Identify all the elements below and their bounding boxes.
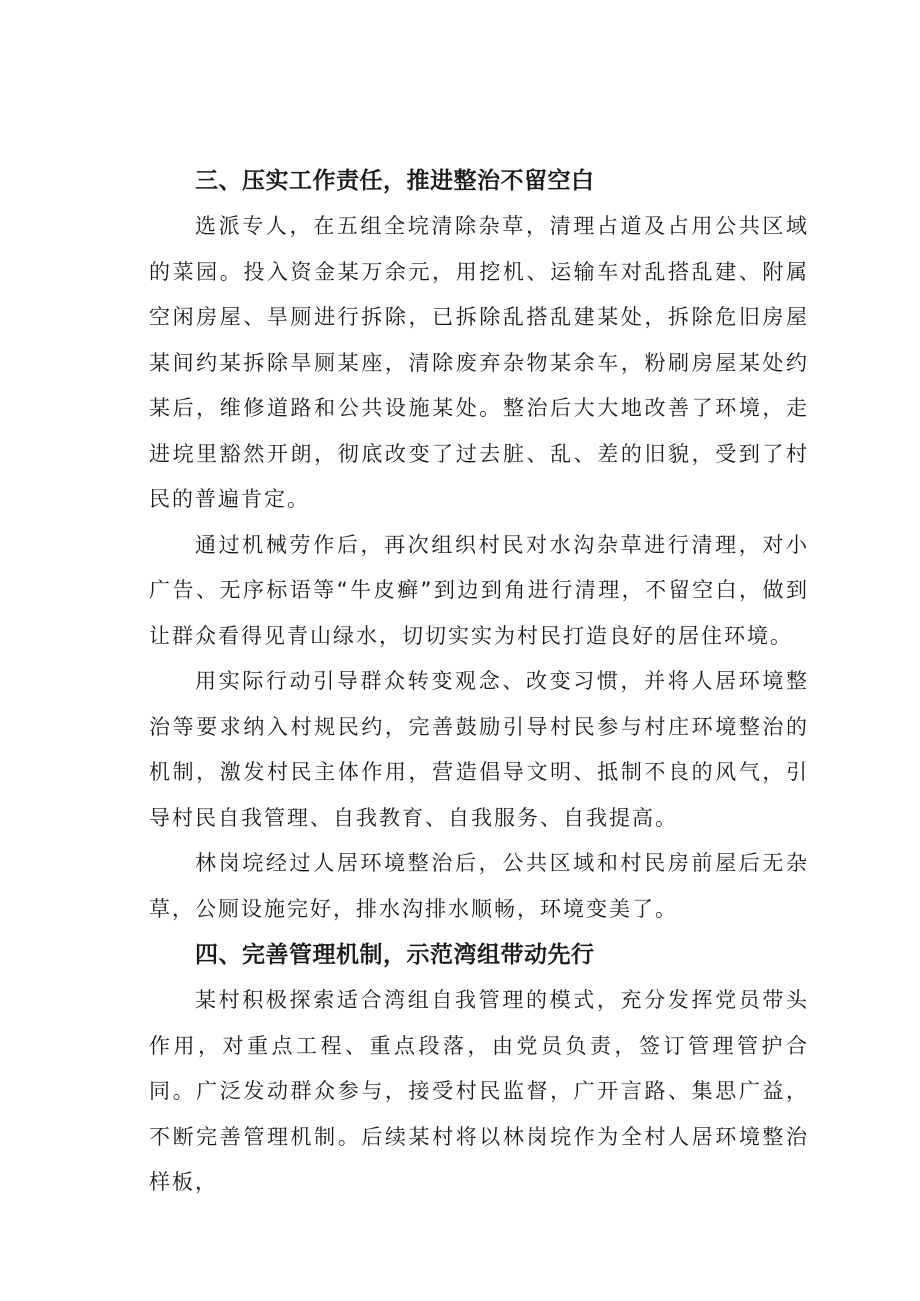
section-4-paragraph-1: 某村积极探索适合湾组自我管理的模式，充分发挥党员带头作用，对重点工程、重点段落，由党员负责，签订管理管护合同。广泛发动群众参与，接受村民监督，广开言路、集思广益，不断完善管理机制。后续某村将以林岗垸作为全村人居环境整治样板， [149,988,809,1194]
document-body [149,158,809,1206]
section-3-paragraph-2: 通过机械劳作后，再次组织村民对水沟杂草进行清理，对小广告、无序标语等“牛皮癣”到边到角进行清理，不留空白，做到让群众看得见青山绿水，切切实实为村民打造良好的居住环境。 [149,532,809,648]
section-3-paragraph-3: 用实际行动引导群众转变观念、改变习惯，并将人居环境整治等要求纳入村规民约，完善鼓励引导村民参与村庄环境整治的机制，激发村民主体作用，营造倡导文明、抵制不良的风气，引导村民自我管理、自我教育、自我服务、自我提高。 [149,669,809,830]
section-3-heading: 三、压实工作责任，推进整治不留空白 [195,168,595,194]
section-3-paragraph-1: 选派专人，在五组全垸清除杂草，清理占道及占用公共区域的菜园。投入资金某万余元，用挖机、运输车对乱搭乱建、附属空闲房屋、旱厕进行拆除，已拆除乱搭乱建某处，拆除危旧房屋某间约某拆除旱厕某座，清除废弃杂物某余车，粉刷房屋某处约某后，维修道路和公共设施某处。整治后大大地改善了环境，走进垸里豁然开朗，彻底改变了过去脏、乱、差的旧貌，受到了村民的普遍肯定。 [149,214,809,511]
section-3-paragraph-4: 林岗垸经过人居环境整治后，公共区域和村民房前屋后无杂草，公厕设施完好，排水沟排水顺畅，环境变美了。 [149,851,809,921]
section-4-heading: 四、完善管理机制，示范湾组带动先行 [195,942,595,968]
